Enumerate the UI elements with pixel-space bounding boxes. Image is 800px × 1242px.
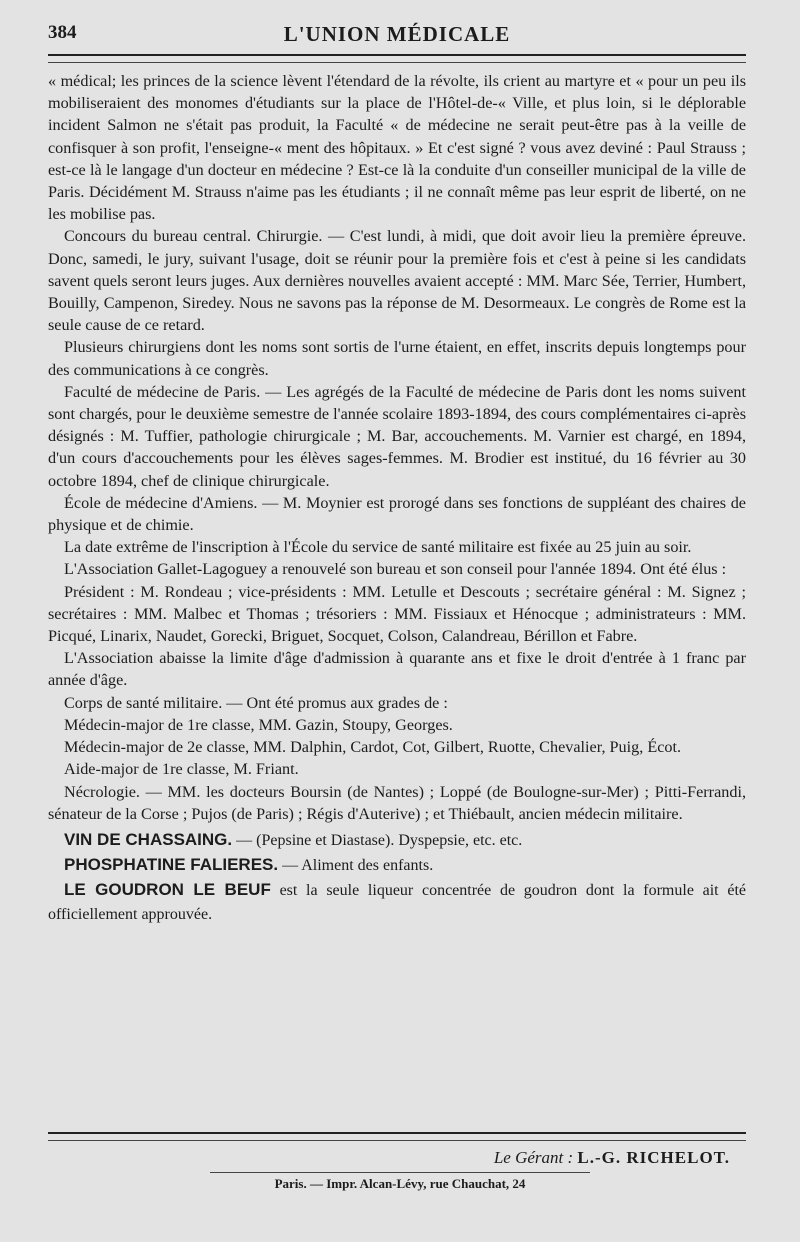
page-number: 384 <box>48 22 77 43</box>
ad-chassaing <box>48 829 746 852</box>
paragraph-bureau: Président : M. Rondeau ; vice-présidents : MM. Letulle et Descouts ; secrétaire général : M. Signez ; secrétaires : MM. Malbec et Thomas ; trésoriers : MM. Fissiaux et Hénocque ; administrateurs : MM. Picqué, Linarix, Naudet, Gorecki, Briguet, Socquet, Colson, Calandreau, Bérillon et Fabre. <box>48 582 746 646</box>
printer-imprint: Paris. — Impr. Alcan-Lévy, rue Chauchat, 24 <box>274 1176 526 1191</box>
gerant-signature <box>494 1148 730 1168</box>
paragraph-chirurgiens: Plusieurs chirurgiens dont les noms sont sortis de l'urne étaient, en effet, inscrits depuis longtemps pour des communications à ce congrès. <box>48 338 746 379</box>
ad-brand: PHOSPHATINE FALIERES. <box>64 855 279 875</box>
header-rule <box>48 54 746 56</box>
header-rule-thin <box>48 62 746 63</box>
footer-rule <box>48 1132 746 1134</box>
ad-phosphatine <box>48 854 746 877</box>
paragraph-faculte: Faculté de médecine de Paris. — Les agrégés de la Faculté de médecine de Paris dont les noms suivent sont chargés, pour le deuxième semestre de l'année scolaire 1893-1894, des cours complémentaires ci-après désignés : M. Tuffier, pathologie chirurgicale ; M. Bar, accouchements. M. Varnier est chargé, en 1894, d'un cours d'accouchements pour les élèves sages-femmes. M. Brodier est institué, du 16 février au 30 octobre 1894, chef de clinique chirurgicale. <box>48 382 746 490</box>
ad-goudron <box>48 879 746 925</box>
paragraph-corps-sante: Corps de santé militaire. — Ont été promus aux grades de : <box>64 693 448 712</box>
ad-brand: VIN DE CHASSAING. <box>64 829 233 849</box>
paragraph-strauss: « médical; les princes de la science lèvent l'étendard de la révolte, ils crient au martyre et « pour un peu ils mobiliseraient des monomes d'étudiants sur la place de l'Hôtel-de-« Ville, et plus loin, si le déplorable incident Salmon ne s'était pas produit, la Faculté « de médecine ne serait peut-être pas à la veille de confisquer à son profit, l'enseigne-« ment des hôpitaux. » Et c'est signé ? vous avez deviné : Paul Strauss ; est-ce là le langage d'un docteur en médecine ? Est-ce là la conduite d'un conseiller municipal de la ville de Paris. Décidément M. Strauss n'aime pas les étudiants ; il ne connaît même pas leur esprit de liberté, on ne les mobilise pas. <box>48 72 746 224</box>
gerant-label: Le Gérant : <box>493 1148 574 1167</box>
paragraph-necrologie: Nécrologie. — MM. les docteurs Boursin (de Nantes) ; Loppé (de Boulogne-sur-Mer) ; Pitti-Ferrandi, sénateur de la Corse ; Pujos (de Paris) ; Régis d'Auterive) ; et Thiébault, ancien médecin militaire. <box>48 782 746 823</box>
paragraph-association: L'Association Gallet-Lagoguey a renouvelé son bureau et son conseil pour l'année 1894. Ont été élus : <box>64 560 727 579</box>
ad-text: est la seule liqueur concentrée de goudron dont la formule ait été officiellement approuvée. <box>48 882 747 923</box>
footer-rule-thin <box>48 1140 746 1141</box>
running-title: L'UNION MÉDICALE <box>283 22 511 46</box>
ad-brand: LE GOUDRON LE BEUF <box>64 880 271 900</box>
paragraph-inscription: La date extrême de l'inscription à l'École du service de santé militaire est fixée au 25 juin au soir. <box>64 538 692 557</box>
promotion-aide-major: Aide-major de 1re classe, M. Friant. <box>64 760 299 779</box>
paragraph-concours: Concours du bureau central. Chirurgie. — C'est lundi, à midi, que doit avoir lieu la première épreuve. Donc, samedi, le jury, suivant l'usage, doit se réunir pour la première fois et c'est à peine si les candidats savent quels seront leurs juges. Aux dernières nouvelles avaient accepté : MM. Marc Sée, Terrier, Humbert, Bouilly, Campenon, Siredey. Nous ne savons pas la réponse de M. Desormeaux. Le congrès de Rome est la seule cause de ce retard. <box>48 227 746 335</box>
promotion-major-2: Médecin-major de 2e classe, MM. Dalphin, Cardot, Cot, Gilbert, Ruotte, Chevalier, Puig, Écot. <box>64 738 682 757</box>
promotion-major-1: Médecin-major de 1re classe, MM. Gazin, Stoupy, Georges. <box>64 715 453 734</box>
page-header <box>48 22 746 50</box>
ad-text: — (Pepsine et Diastase). Dyspepsie, etc. etc. <box>232 831 523 849</box>
article-body <box>48 70 746 926</box>
gerant-name: L.-G. RICHELOT. <box>577 1148 730 1167</box>
paragraph-amiens: École de médecine d'Amiens. — M. Moynier est prorogé dans ses fonctions de suppléant des chaires de physique et de chimie. <box>48 493 746 535</box>
imprint-rule <box>210 1172 590 1173</box>
paragraph-limite-age: L'Association abaisse la limite d'âge d'admission à quarante ans et fixe le droit d'entrée à 1 franc par année d'âge. <box>48 649 746 690</box>
ad-text: — Aliment des enfants. <box>278 857 434 875</box>
